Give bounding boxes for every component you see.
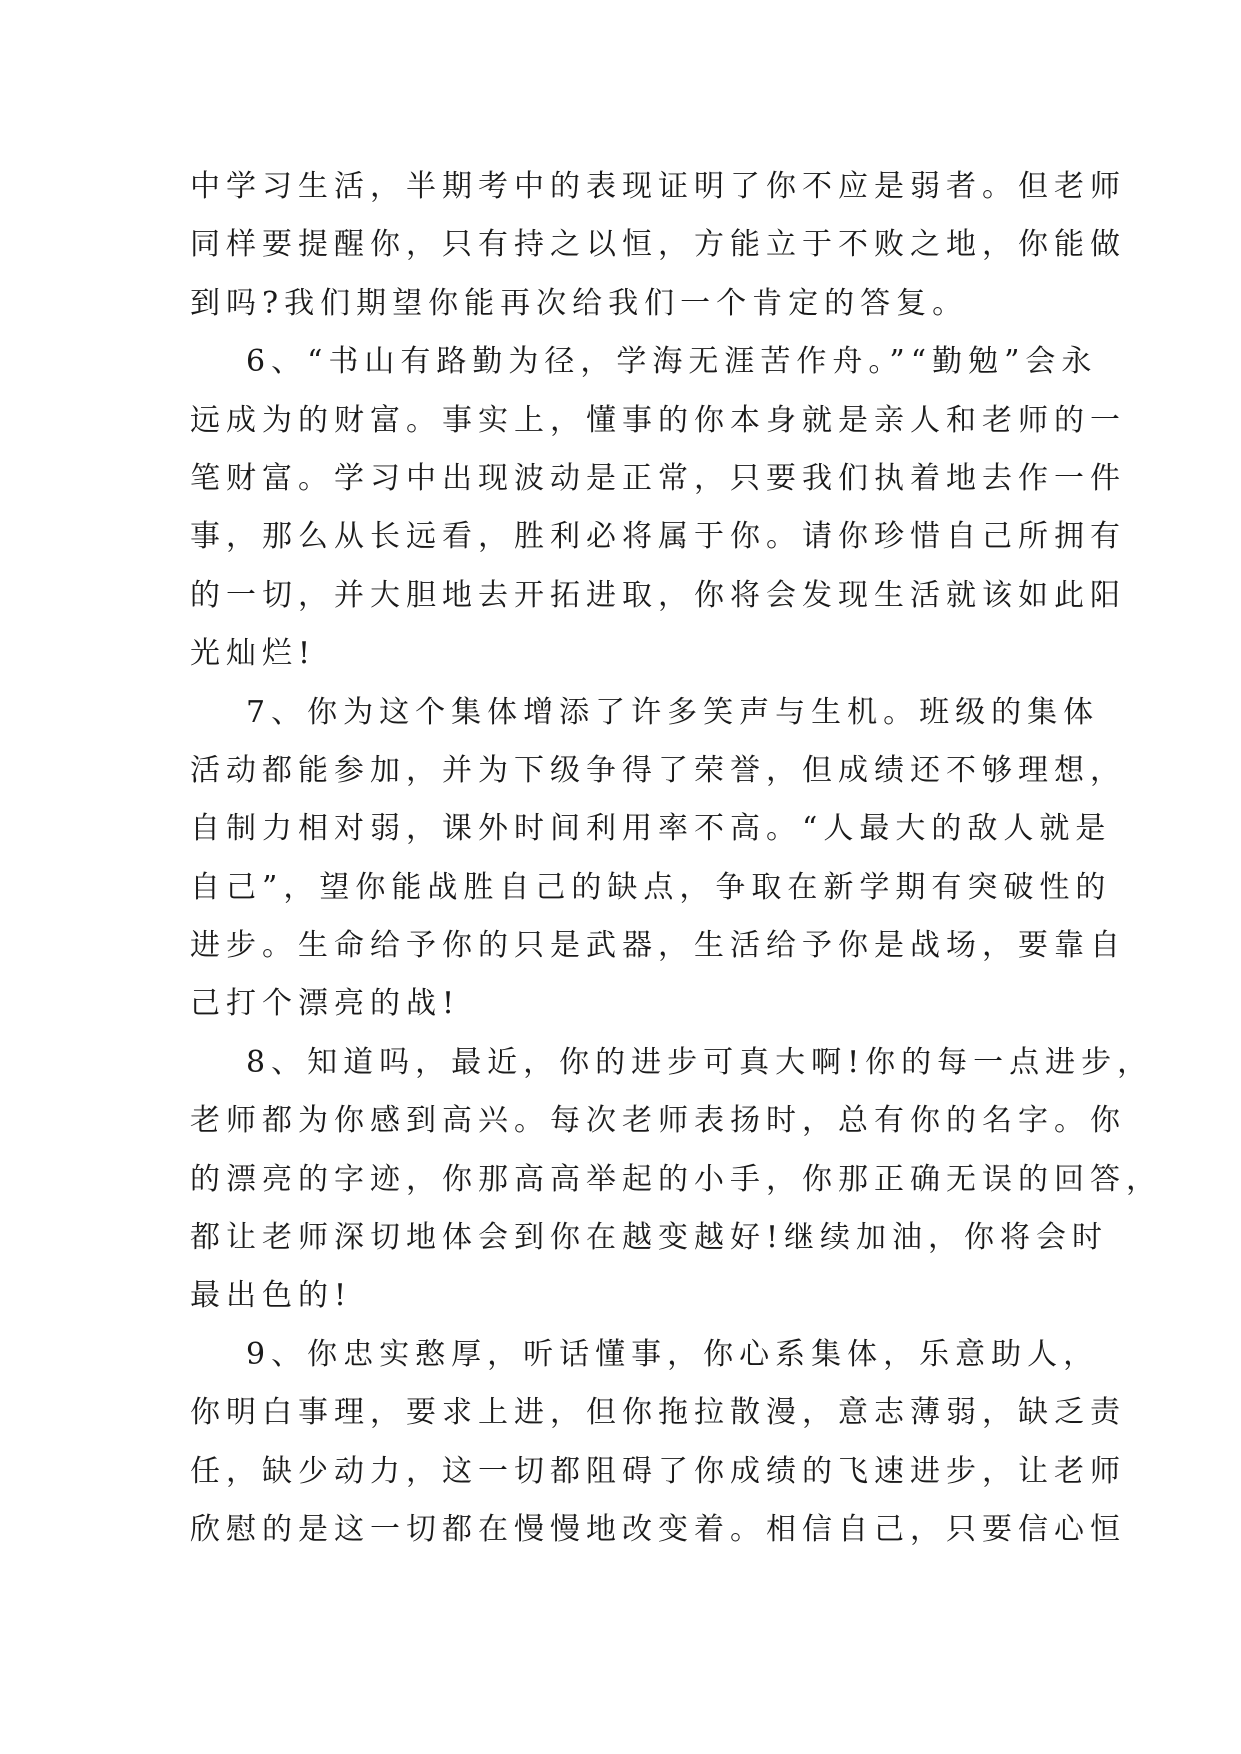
text-line: 事，那么从长远看，胜利必将属于你。请你珍惜自己所拥有 [190,519,1126,555]
text-line: 同样要提醒你，只有持之以恒，方能立于不败之地，你能做 [190,227,1126,263]
text-line: 活动都能参加，并为下级争得了荣誉，但成绩还不够理想， [190,752,1126,788]
text-line: 老师都为你感到高兴。每次老师表扬时，总有你的名字。你 [190,1103,1126,1139]
text-line: 笔财富。学习中出现波动是正常，只要我们执着地去作一件 [190,460,1126,496]
text-line: 自制力相对弱，课外时间利用率不高。“人最大的敌人就是 [190,811,1112,847]
text-line: 都让老师深切地体会到你在越变越好!继续加油，你将会时 [190,1220,1109,1256]
text-line: 到吗?我们期望你能再次给我们一个肯定的答复。 [190,285,969,321]
text-line: 的一切，并大胆地去开拓进取，你将会发现生活就该如此阳 [190,577,1126,613]
paragraph-9-start: 9、你忠实憨厚，听话懂事，你心系集体，乐意助人， [246,1336,1100,1372]
text-line: 任，缺少动力，这一切都阻碍了你成绩的飞速进步，让老师 [190,1453,1126,1489]
text-line: 自己”，望你能战胜自己的缺点，争取在新学期有突破性的 [190,869,1112,905]
document-body [190,158,1162,1559]
text-line: 进步。生命给予你的只是武器，生活给予你是战场，要靠自 [190,928,1126,964]
text-line: 最出色的! [190,1278,353,1314]
text-line: 的漂亮的字迹，你那高高举起的小手，你那正确无误的回答， [190,1161,1162,1197]
text-line: 远成为的财富。事实上，懂事的你本身就是亲人和老师的一 [190,402,1126,438]
text-line: 己打个漂亮的战! [190,986,461,1022]
text-line: 光灿烂! [190,636,317,672]
text-line: 欣慰的是这一切都在慢慢地改变着。相信自己，只要信心恒 [190,1511,1126,1547]
paragraph-7-start: 7、你为这个集体增添了许多笑声与生机。班级的集体 [246,694,1100,730]
paragraph-8-start: 8、知道吗，最近，你的进步可真大啊!你的每一点进步， [246,1044,1154,1080]
text-line: 你明白事理，要求上进，但你拖拉散漫，意志薄弱，缺乏责 [190,1395,1126,1431]
text-line: 中学习生活，半期考中的表现证明了你不应是弱者。但老师 [190,169,1126,204]
paragraph-6-start: 6、“书山有路勤为径，学海无涯苦作舟。”“勤勉”会永 [246,344,1098,380]
